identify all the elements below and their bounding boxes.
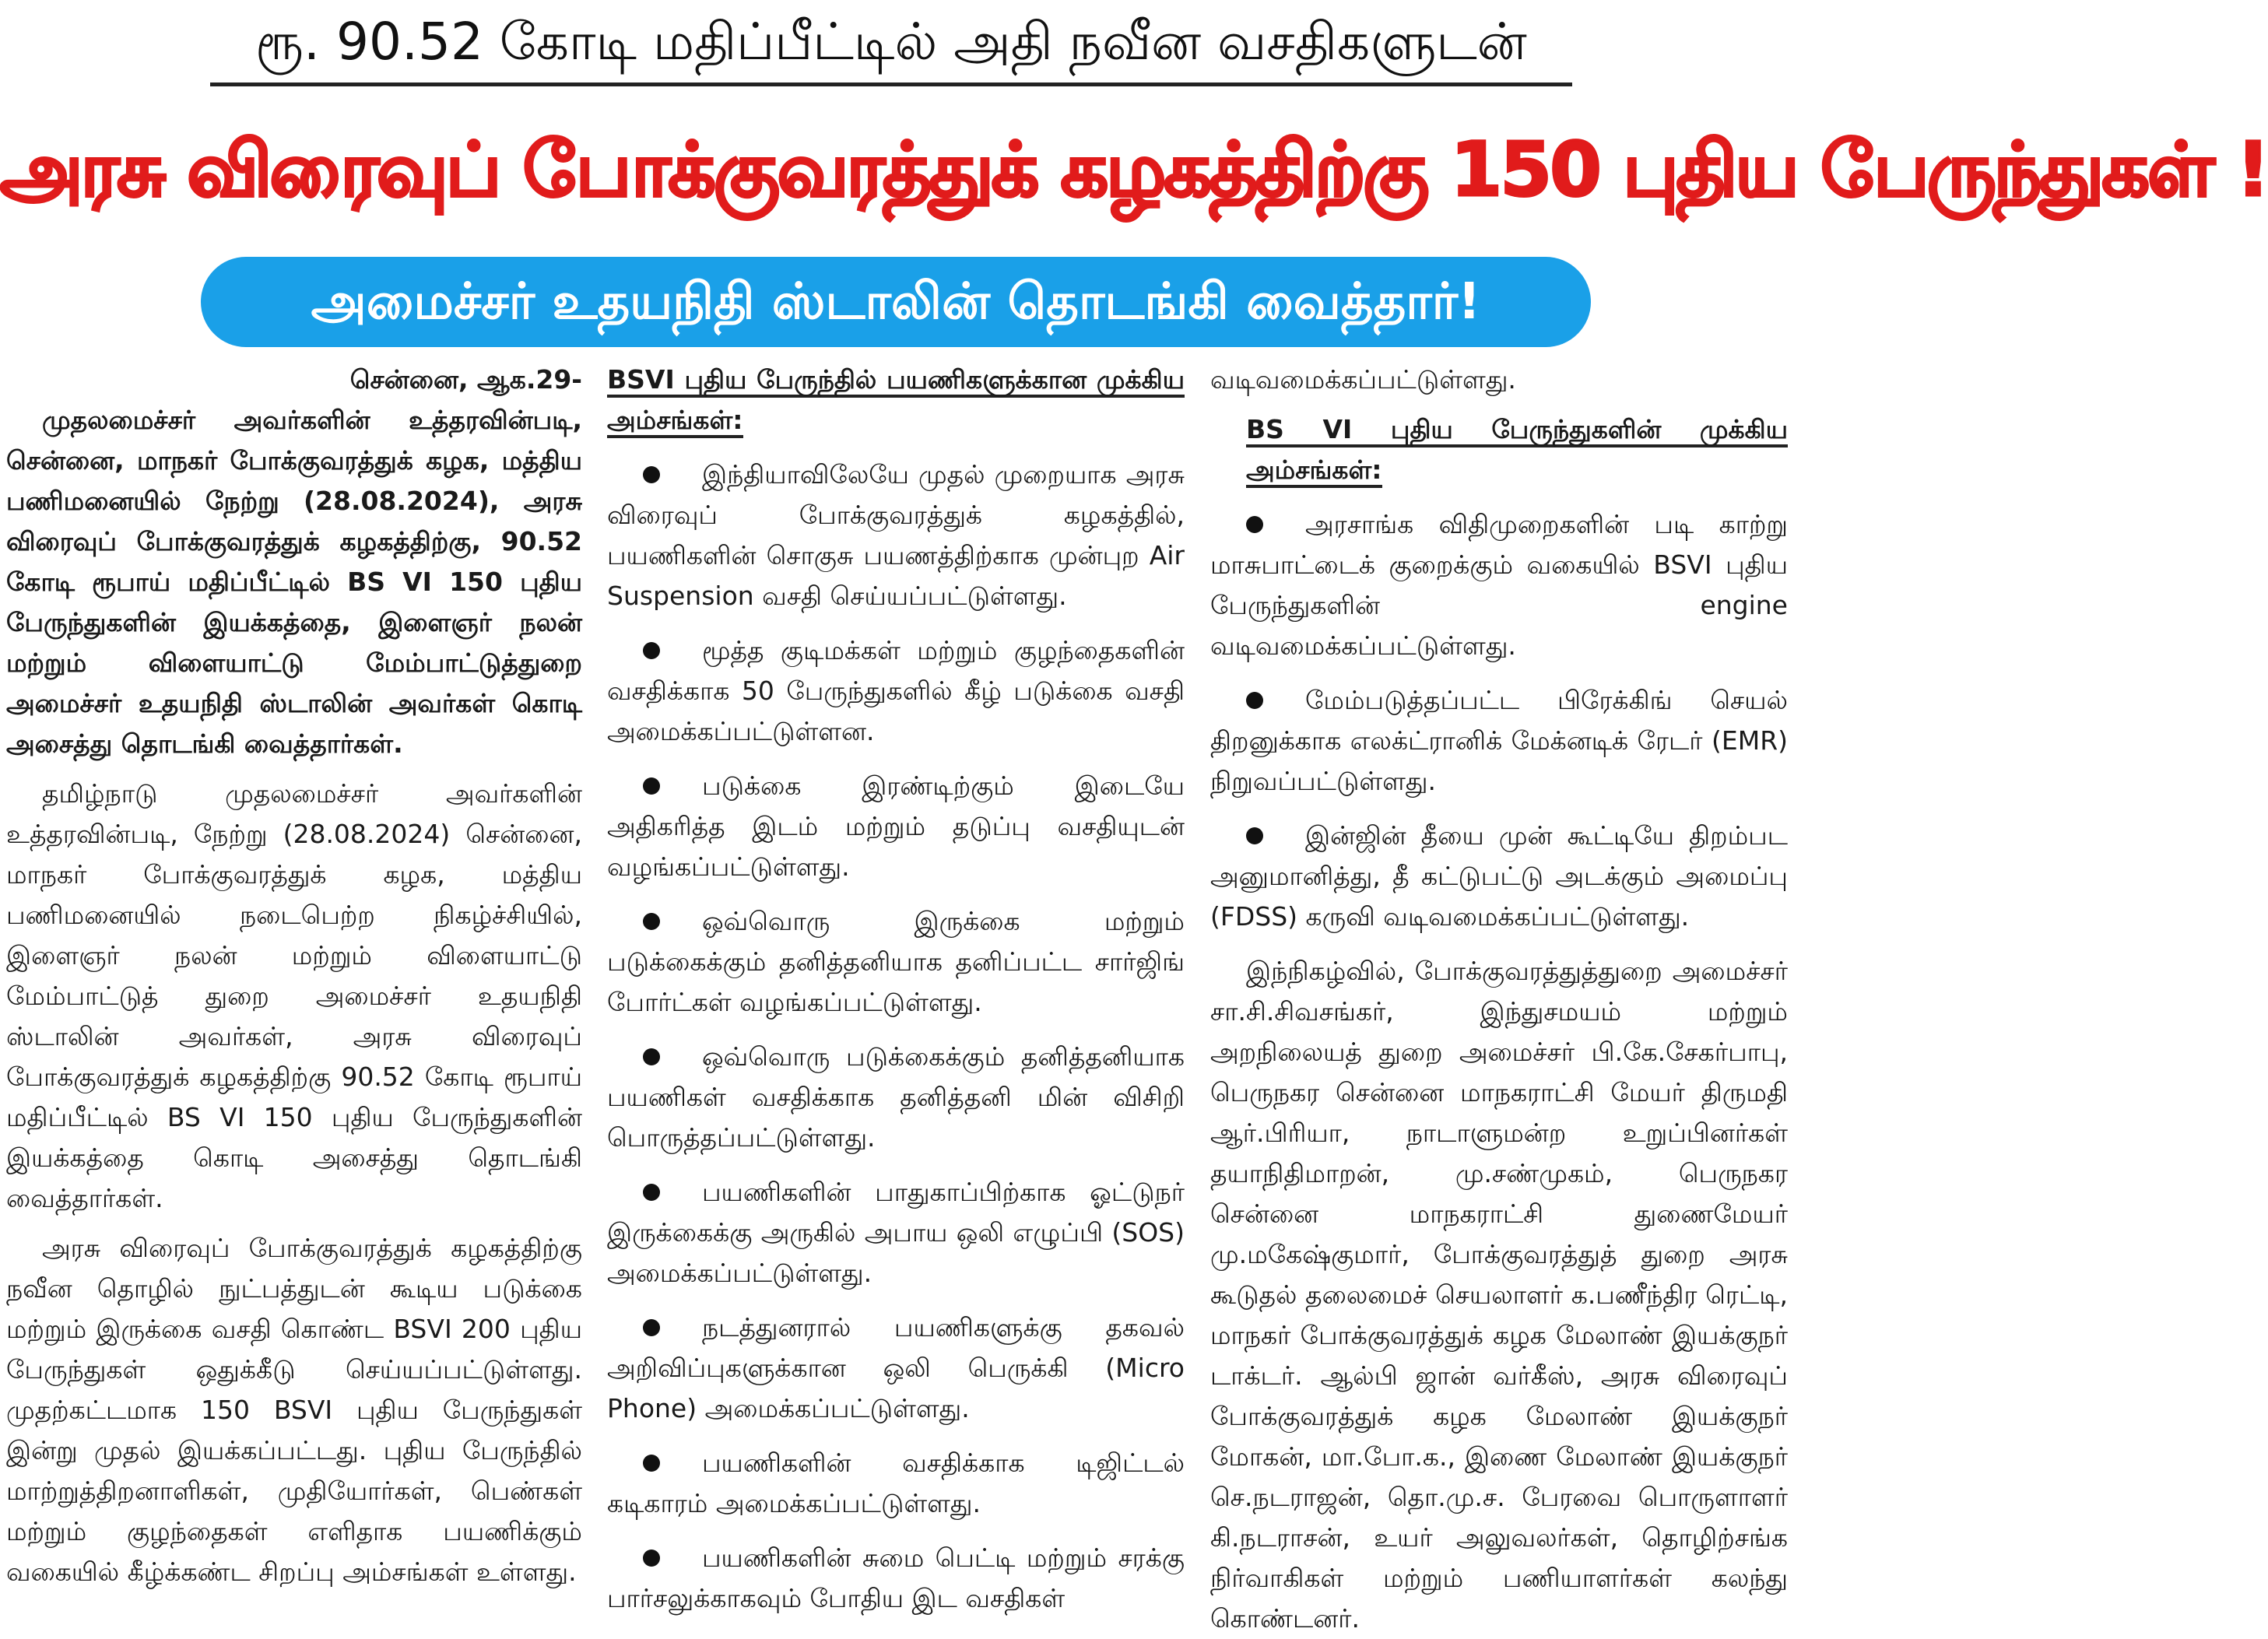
feature-bullet <box>1210 504 1788 666</box>
dateline: சென்னை, ஆக.29- <box>349 364 582 395</box>
article-column-1 <box>6 360 582 1617</box>
article-column-3 <box>1210 360 1788 1634</box>
subheadline-banner: அமைச்சர் உதயநிதி ஸ்டாலின் தொடங்கி வைத்தார்! <box>201 257 1591 347</box>
bullet-text: இந்தியாவிலேயே முதல் முறையாக அரசு விரைவுப் போக்குவரத்துக் கழகத்தில், பயணிகளின் சொகுசு பயணத்திற்காக முன்புற Air Suspension வசதி செய்யப்பட்டுள்ளது. <box>607 459 1185 611</box>
feature-bullet <box>607 766 1185 887</box>
section-heading-text: BSVI புதிய பேருந்தில் பயணிகளுக்கான முக்கிய அம்சங்கள்: <box>607 364 1185 438</box>
bullet-text: படுக்கை இரண்டிற்கும் இடையே அதிகரித்த இடம் மற்றும் தடுப்பு வசதியுடன் வழங்கப்பட்டுள்ளது. <box>607 770 1185 882</box>
body-paragraph: அரசு விரைவுப் போக்குவரத்துக் கழகத்திற்கு நவீன தொழில் நுட்பத்துடன் கூடிய படுக்கை மற்றும் இருக்கை வசதி கொண்ட BSVI 200 புதிய பேருந்துகள் ஒதுக்கீடு செய்யப்பட்டுள்ளது. முதற்கட்டமாக 150 BSVI புதிய பேருந்துகள் இன்று முதல் இயக்கப்பட்டது. புதிய பேருந்தில் மாற்றுத்திறனாளிகள், முதியோர்கள், பெண்கள் மற்றும் குழந்தைகள் எளிதாக பயணிக்கும் வகையில் கீழ்க்கண்ட சிறப்பு அம்சங்கள் உள்ளது. <box>6 1233 582 1587</box>
feature-bullet <box>607 1443 1185 1524</box>
bullet-text: ஒவ்வொரு படுக்கைக்கும் தனித்தனியாக பயணிகள் வசதிக்காக தனித்தனி மின் விசிறி பொருத்தப்பட்டுள்ளது. <box>607 1041 1185 1153</box>
bullet-text: ஒவ்வொரு இருக்கை மற்றும் படுக்கைக்கும் தனித்தனியாக தனிப்பட்ட சார்ஜிங் போர்ட்கள் வழங்கப்பட்டுள்ளது. <box>607 906 1185 1017</box>
closing-paragraph: இந்நிகழ்வில், போக்குவரத்துத்துறை அமைச்சர் சா.சி.சிவசங்கர், இந்துசமயம் மற்றும் அறநிலையத் துறை அமைச்சர் பி.கே.சேகர்பாபு, பெருநகர சென்னை மாநகராட்சி மேயர் திருமதி ஆர்.பிரியா, நாடாளுமன்ற உறுப்பினர்கள் தயாநிதிமாறன், மு.சண்முகம், பெருநகர சென்னை மாநகராட்சி துணைமேயர் மு.மகேஷ்குமார், போக்குவரத்துத் துறை அரசு கூடுதல் தலைமைச் செயலாளர் க.பணீந்திர ரெட்டி, மாநகர் போக்குவரத்துக் கழக மேலாண் இயக்குநர் டாக்டர். ஆல்பி ஜான் வர்கீஸ், அரசு விரைவுப் போக்குவரத்துக் கழக மேலாண் இயக்குநர் மோகன், மா.போ.க., இணை மேலாண் இயக்குநர் செ.நடராஜன், தொ.மு.ச. பேரவை பொருளாளர் கி.நடராசன், உயர் அலுவலர்கள், தொழிற்சங்க நிர்வாகிகள் மற்றும் பணியாளர்கள் கலந்து கொண்டனர். <box>1210 956 1788 1634</box>
bullet-icon <box>643 777 660 795</box>
bullet-icon <box>643 1550 660 1567</box>
bullet-icon <box>643 1184 660 1201</box>
section-heading-text: BS VI புதிய பேருந்துகளின் முக்கிய அம்சங்கள்: <box>1246 414 1788 488</box>
bullet-icon <box>643 642 660 659</box>
section-heading <box>607 360 1185 440</box>
feature-bullet <box>607 630 1185 752</box>
feature-bullet <box>607 1307 1185 1429</box>
bullet-icon <box>1246 692 1263 709</box>
lead-paragraph: முதலமைச்சர் அவர்களின் உத்தரவின்படி, சென்னை, மாநகர் போக்குவரத்துக் கழக, மத்திய பணிமனையில் நேற்று (28.08.2024), அரசு விரைவுப் போக்குவரத்துக் கழகத்திற்கு, 90.52 கோடி ரூபாய் மதிப்பீட்டில் BS VI 150 புதிய பேருந்துகளின் இயக்கத்தை, இளைஞர் நலன் மற்றும் விளையாட்டு மேம்பாட்டுத்துறை அமைச்சர் உதயநிதி ஸ்டாலின் அவர்கள் கொடி அசைத்து தொடங்கி வைத்தார்கள். <box>6 405 582 759</box>
article-column-2 <box>607 360 1185 1617</box>
bullet-icon <box>643 1048 660 1065</box>
feature-bullet <box>1210 816 1788 937</box>
bullet-icon <box>643 913 660 930</box>
continuation-text: வடிவமைக்கப்பட்டுள்ளது. <box>1210 364 1516 395</box>
bullet-text: பயணிகளின் சுமை பெட்டி மற்றும் சரக்கு பார்சலுக்காகவும் போதிய இட வசதிகள் <box>607 1542 1185 1613</box>
feature-bullet <box>607 901 1185 1023</box>
bullet-text: பயணிகளின் வசதிக்காக டிஜிட்டல் கடிகாரம் அமைக்கப்பட்டுள்ளது. <box>607 1448 1185 1518</box>
bullet-icon <box>1246 516 1263 533</box>
feature-bullet <box>607 1037 1185 1158</box>
body-paragraph: தமிழ்நாடு முதலமைச்சர் அவர்களின் உத்தரவின்படி, நேற்று (28.08.2024) சென்னை, மாநகர் போக்குவரத்துக் கழக, மத்திய பணிமனையில் நடைபெற்ற நிகழ்ச்சியில், இளைஞர் நலன் மற்றும் விளையாட்டு மேம்பாட்டுத் துறை அமைச்சர் உதயநிதி ஸ்டாலின் அவர்கள், அரசு விரைவுப் போக்குவரத்துக் கழகத்திற்கு 90.52 கோடி ரூபாய் மதிப்பீட்டில் BS VI 150 புதிய பேருந்துகளின் இயக்கத்தை கொடி அசைத்து தொடங்கி வைத்தார்கள். <box>6 778 582 1213</box>
bullet-text: அரசாங்க விதிமுறைகளின் படி காற்று மாசுபாட்டைக் குறைக்கும் வகையில் BSVI புதிய பேருந்துகளின் engine வடிவமைக்கப்பட்டுள்ளது. <box>1210 509 1788 661</box>
bullet-icon <box>643 466 660 483</box>
feature-bullet <box>607 1538 1185 1619</box>
bullet-icon <box>643 1455 660 1472</box>
kicker-headline: ரூ. 90.52 கோடி மதிப்பீட்டில் அதி நவீன வசதிகளுடன் <box>210 5 1572 86</box>
bullet-icon <box>643 1319 660 1336</box>
main-headline: அரசு விரைவுப் போக்குவரத்துக் கழகத்திற்கு 150 புதிய பேருந்துகள் ! <box>0 126 2268 213</box>
bullet-text: மேம்படுத்தப்பட்ட பிரேக்கிங் செயல் திறனுக்காக எலக்ட்ரானிக் மேக்னடிக் ரேடர் (EMR) நிறுவப்பட்டுள்ளது. <box>1210 685 1788 796</box>
bullet-text: மூத்த குடிமக்கள் மற்றும் குழந்தைகளின் வசதிக்காக 50 பேருந்துகளில் கீழ் படுக்கை வசதி அமைக்கப்பட்டுள்ளன. <box>607 635 1185 746</box>
bullet-text: பயணிகளின் பாதுகாப்பிற்காக ஓட்டுநர் இருக்கைக்கு அருகில் அபாய ஒலி எழுப்பி (SOS) அமைக்கப்பட்டுள்ளது. <box>607 1177 1185 1288</box>
bullet-icon <box>1246 827 1263 844</box>
feature-bullet <box>607 1172 1185 1293</box>
bullet-text: இன்ஜின் தீயை முன் கூட்டியே திறம்பட அனுமானித்து, தீ கட்டுபட்டு அடக்கும் அமைப்பு (FDSS) கருவி வடிவமைக்கப்பட்டுள்ளது. <box>1210 820 1788 932</box>
bullet-text: நடத்துனரால் பயணிகளுக்கு தகவல் அறிவிப்புகளுக்கான ஒலி பெருக்கி (Micro Phone) அமைக்கப்பட்டுள்ளது. <box>607 1312 1185 1423</box>
section-heading <box>1246 409 1788 490</box>
feature-bullet <box>607 454 1185 616</box>
feature-bullet <box>1210 680 1788 802</box>
